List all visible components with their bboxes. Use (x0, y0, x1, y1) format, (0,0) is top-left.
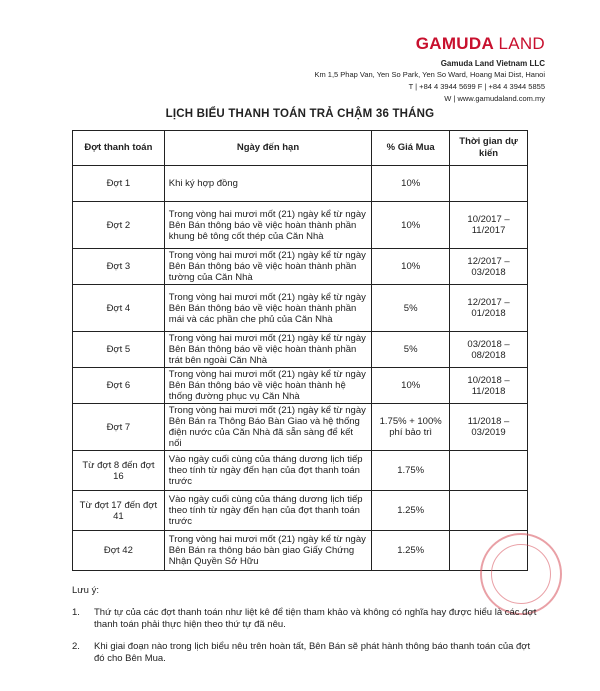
header-due-date: Ngày đến hạn (164, 131, 371, 166)
notes-section (72, 585, 542, 665)
table-row: Từ đợt 8 đến đợt 16 Vào ngày cuối cùng của tháng dương lịch tiếp theo tính từ ngày đến hạn của đợt thanh toán trước 1.75% (73, 451, 528, 491)
table-row: Đợt 4 Trong vòng hai mươi mốt (21) ngày kể từ ngày Bên Bán thông báo về việc hoàn thành phần mái và các phần che phủ của Căn Nhà 5% 12/2017 – 01/2018 (73, 285, 528, 332)
note-item: 2. Khi giai đoạn nào trong lịch biểu nêu trên hoàn tất, Bên Bán sẽ phát hành thông báo thanh toán của đợt đó cho Bên Mua. (72, 641, 531, 664)
company-logo: GAMUDA LAND (415, 34, 545, 53)
company-address: Km 1,5 Phap Van, Yen So Park, Yen So Ward, Hoang Mai Dist, Hanoi (314, 70, 545, 79)
header-percent: % Giá Mua (372, 131, 450, 166)
table-row: Đợt 6 Trong vòng hai mươi mốt (21) ngày kể từ ngày Bên Bán thông báo về việc hoàn thành hệ thống đường phục vụ Căn Nhà 10% 10/2018 – 11/2018 (73, 368, 528, 404)
table-header-row (73, 131, 528, 166)
notes-heading: Lưu ý: (72, 585, 99, 596)
table-row: Đợt 1 Khi ký hợp đồng 10% (73, 166, 528, 202)
table-row: Đợt 42 Trong vòng hai mươi mốt (21) ngày kể từ ngày Bên Bán ra thông báo bàn giao Giấy Chứng Nhận Quyền Sở Hữu 1.25% (73, 531, 528, 571)
table-row: Từ đợt 17 đến đợt 41 Vào ngày cuối cùng của tháng dương lịch tiếp theo tính từ ngày đến hạn của đợt thanh toán trước 1.25% (73, 491, 528, 531)
payment-schedule-table (72, 130, 528, 571)
note-item: 1. Thứ tự của các đợt thanh toán như liệt kê để tiện tham khảo và không có nghĩa hay được hiểu là các đợt thanh toán phải thực hiện theo thứ tự đã nêu. (72, 607, 537, 630)
table-row: Đợt 5 Trong vòng hai mươi mốt (21) ngày kể từ ngày Bên Bán thông báo về việc hoàn thành phần trát bên ngoài Căn Nhà 5% 03/2018 – 08/2018 (73, 332, 528, 368)
company-name: Gamuda Land Vietnam LLC (440, 59, 545, 68)
table-row: Đợt 3 Trong vòng hai mươi mốt (21) ngày kể từ ngày Bên Bán thông báo về việc hoàn thành phần tường của Căn Nhà 10% 12/2017 – 03/2018 (73, 249, 528, 285)
company-phone-fax: T | +84 4 3944 5699 F | +84 4 3944 5855 (408, 82, 545, 91)
letterhead (314, 34, 545, 104)
table-row: Đợt 2 Trong vòng hai mươi mốt (21) ngày kể từ ngày Bên Bán thông báo về việc hoàn thành phần khung bê tông cốt thép của Căn Nhà 10% 10/2017 – 11/2017 (73, 202, 528, 249)
header-expected-time: Thời gian dự kiến (450, 131, 528, 166)
company-website: W | www.gamudaland.com.my (444, 94, 545, 103)
document-title: LỊCH BIỂU THANH TOÁN TRẢ CHẬM 36 THÁNG (165, 108, 435, 120)
table-row: Đợt 7 Trong vòng hai mươi mốt (21) ngày kể từ ngày Bên Bán ra Thông Báo Bàn Giao và hệ thống điện nước của Căn Nhà đã sẵn sàng để kết nối 1.75% + 100% phí bảo trì 11/2018 – 03/2019 (73, 404, 528, 451)
header-installment: Đợt thanh toán (73, 131, 165, 166)
